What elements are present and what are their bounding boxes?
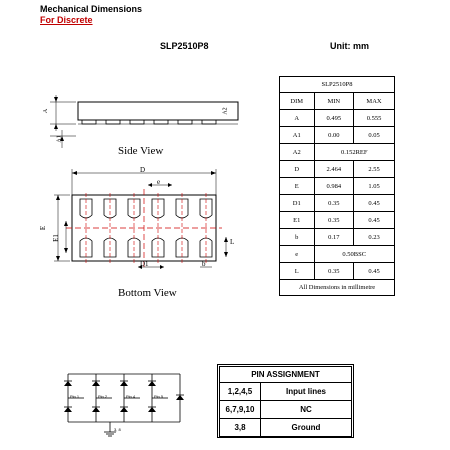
dim-cell: A2: [280, 144, 315, 161]
pin-numbers-cell: 6,7,9,10: [220, 401, 261, 419]
schematic-pin-1: Pin 1: [70, 394, 80, 399]
side-body-outline: [78, 102, 238, 120]
dim-cell: D: [280, 161, 315, 178]
schematic-ground-label: 3, 8: [114, 427, 121, 432]
table-row: [280, 144, 395, 161]
side-dim-a: A: [43, 108, 50, 114]
min-cell: 2.464: [314, 161, 354, 178]
min-cell: 0.35: [314, 195, 354, 212]
bottom-dim-b: b: [202, 260, 206, 268]
table-row: [220, 383, 352, 401]
dim-cell: e: [280, 246, 315, 263]
bottom-dim-e1: E1: [51, 234, 60, 242]
pin-numbers-cell: 1,2,4,5: [220, 383, 261, 401]
side-view-caption: Side View: [118, 145, 164, 157]
page-title: Mechanical Dimensions: [40, 4, 143, 14]
dim-header-dim: DIM: [280, 93, 315, 110]
table-row: [280, 212, 395, 229]
max-cell: 1.05: [354, 178, 395, 195]
side-dim-a1: A1: [56, 135, 63, 143]
table-row: [280, 229, 395, 246]
pin-function-cell: NC: [261, 401, 352, 419]
min-cell: 0.35: [314, 263, 354, 280]
max-cell: 2.55: [354, 161, 395, 178]
bottom-view-caption: Bottom View: [118, 287, 177, 299]
table-row: [280, 263, 395, 280]
dim-cell: b: [280, 229, 315, 246]
min-cell: 0.35: [314, 212, 354, 229]
dim-cell: A: [280, 110, 315, 127]
pin-numbers-cell: 3,8: [220, 419, 261, 437]
protection-schematic: [54, 366, 199, 440]
min-cell: 0.00: [314, 127, 354, 144]
dim-header-min: MIN: [314, 93, 354, 110]
max-cell: 0.05: [354, 127, 395, 144]
pin-function-cell: Input lines: [261, 383, 352, 401]
table-row: [220, 401, 352, 419]
dim-cell: E1: [280, 212, 315, 229]
schematic-pin-4: Pin 4: [126, 394, 136, 399]
pin-table-title: PIN ASSIGNMENT: [220, 367, 352, 383]
pin-function-cell: Ground: [261, 419, 352, 437]
dimensions-table: [279, 76, 395, 296]
pin-assignment-table: [219, 366, 352, 437]
bottom-dim-e-pitch: e: [157, 178, 161, 186]
table-row: [280, 178, 395, 195]
dim-cell: D1: [280, 195, 315, 212]
bottom-dim-d: D: [140, 166, 146, 174]
table-row: [280, 246, 395, 263]
max-cell: 0.23: [354, 229, 395, 246]
bottom-dim-d1: D1: [140, 260, 149, 268]
max-cell: 0.45: [354, 263, 395, 280]
dim-cell: L: [280, 263, 315, 280]
schematic-pin-2: Pin 2: [98, 394, 108, 399]
dim-header-max: MAX: [354, 93, 395, 110]
table-row: [220, 419, 352, 437]
min-cell: 0.495: [314, 110, 354, 127]
unit-label: Unit: mm: [330, 41, 369, 51]
page-subtitle: For Discrete: [40, 15, 93, 25]
bottom-dim-l: L: [230, 238, 235, 246]
dim-cell: E: [280, 178, 315, 195]
table-row: [280, 110, 395, 127]
dim-table-footer: All Dimensions in millimetre: [280, 280, 395, 296]
span-cell: 0.50BSC: [314, 246, 395, 263]
side-dim-a2: A2: [222, 107, 229, 115]
span-cell: 0.152REF: [314, 144, 395, 161]
bottom-view-drawing: [40, 163, 240, 273]
table-row: [280, 195, 395, 212]
table-row: [280, 161, 395, 178]
max-cell: 0.45: [354, 195, 395, 212]
min-cell: 0.984: [314, 178, 354, 195]
min-cell: 0.17: [314, 229, 354, 246]
table-row: [280, 127, 395, 144]
bottom-dim-e: E: [39, 225, 48, 231]
max-cell: 0.555: [354, 110, 395, 127]
dim-cell: A1: [280, 127, 315, 144]
dim-table-title: SLP2510P8: [280, 77, 395, 93]
max-cell: 0.45: [354, 212, 395, 229]
part-number: SLP2510P8: [160, 41, 209, 51]
schematic-pin-5: Pin 5: [154, 394, 164, 399]
